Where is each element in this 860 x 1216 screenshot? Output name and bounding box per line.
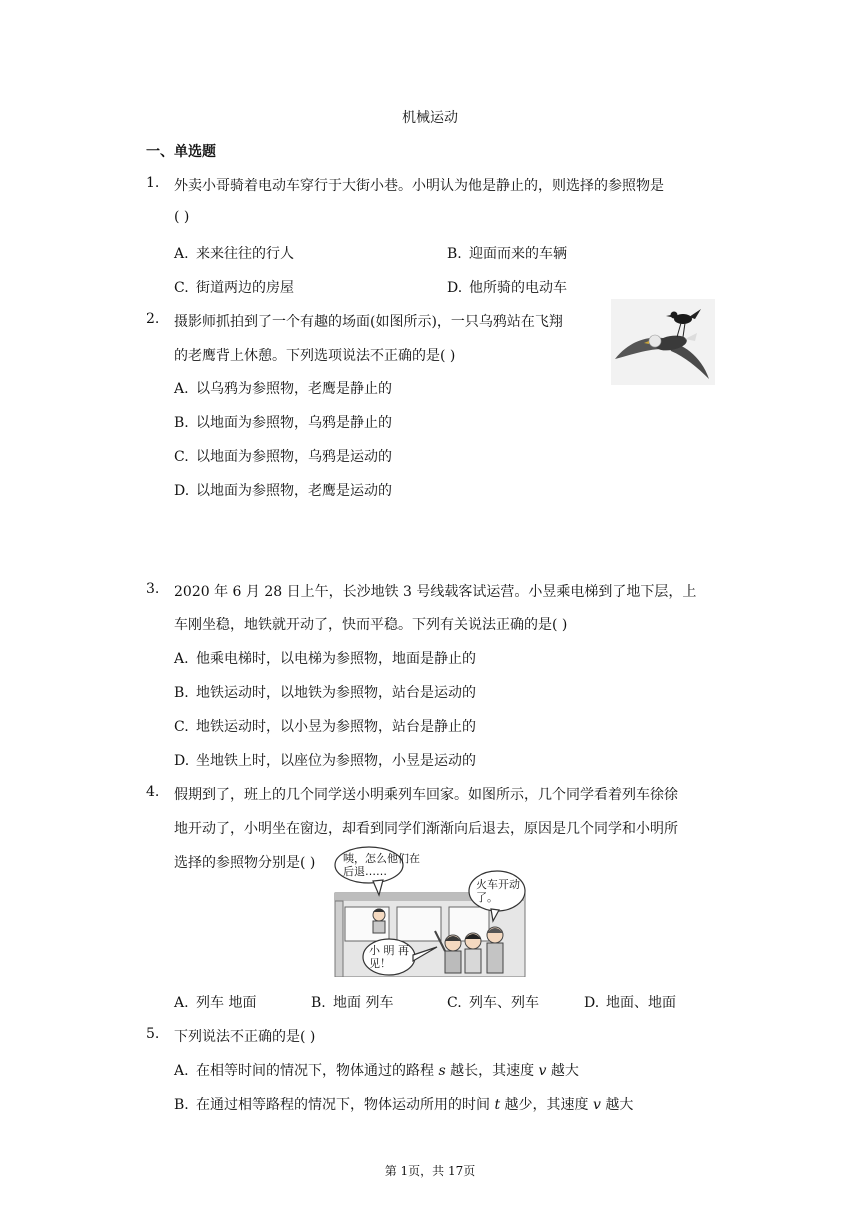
question-4-option-a — [174, 992, 256, 1012]
question-2-option-a — [174, 378, 392, 398]
question-4-stem-line-3: 选择的参照物分别是( ) — [174, 855, 316, 871]
bubble-line: 见！ — [369, 957, 391, 970]
option-letter: D. — [584, 995, 600, 1011]
option-letter: B. — [174, 1097, 189, 1113]
option-text: 他所骑的电动车 — [469, 280, 567, 296]
speech-bubble-goodbye — [369, 944, 409, 970]
option-letter: C. — [174, 719, 189, 735]
option-letter: A. — [174, 651, 189, 667]
option-letter: D. — [174, 483, 190, 499]
question-2-number: 2. — [146, 311, 160, 327]
speech-bubble-classmates — [476, 878, 520, 904]
page-title: 机械运动 — [402, 110, 458, 126]
question-2-option-d — [174, 480, 392, 500]
question-3-number: 3. — [146, 581, 160, 597]
question-1-option-c — [174, 277, 294, 297]
option-letter: A. — [174, 246, 189, 262]
section-heading: 一、单选题 — [146, 144, 216, 160]
question-3-option-c — [174, 716, 476, 736]
question-1-stem-line-2: ( ) — [174, 209, 190, 225]
bubble-line: 小 明 再 — [369, 944, 409, 957]
variable-s: s — [438, 1063, 446, 1079]
option-letter: D. — [447, 280, 463, 296]
option-text: 地面、地面 — [606, 995, 676, 1011]
option-letter: B. — [174, 415, 189, 431]
variable-v: v — [538, 1063, 547, 1079]
option-text: 他乘电梯时，以电梯为参照物，地面是静止的 — [196, 651, 476, 667]
eagle-crow-illustration — [611, 299, 715, 385]
question-4-option-d — [584, 992, 676, 1012]
option-text: 在通过相等路程的情况下，物体运动所用的时间 — [196, 1097, 495, 1113]
option-text: 来来往往的行人 — [196, 246, 294, 262]
option-text: 迎面而来的车辆 — [469, 246, 567, 262]
option-text: 地面 列车 — [333, 995, 394, 1011]
question-1-option-d — [447, 277, 567, 297]
question-3-option-a — [174, 648, 476, 668]
variable-t: t — [494, 1097, 501, 1113]
option-letter: A. — [174, 1063, 189, 1079]
option-text: 以地面为参照物，乌鸦是运动的 — [196, 449, 392, 465]
option-letter: C. — [174, 280, 189, 296]
question-4-option-b — [311, 992, 393, 1012]
question-3-stem-line-1: 2020 年 6 月 28 日上午，长沙地铁 3 号线载客试运营。小昱乘电梯到了地下层，上 — [174, 584, 697, 600]
option-letter: D. — [174, 753, 190, 769]
question-2-option-c — [174, 446, 392, 466]
option-text: 越大 — [546, 1063, 579, 1079]
question-4-stem-line-1: 假期到了，班上的几个同学送小明乘列车回家。如图所示，几个同学看着列车徐徐 — [174, 787, 678, 803]
bubble-line: 了。 — [476, 891, 498, 904]
option-text: 地铁运动时，以小昱为参照物，站台是静止的 — [196, 719, 476, 735]
option-text: 坐地铁上时，以座位为参照物，小昱是运动的 — [196, 753, 476, 769]
option-text: 街道两边的房屋 — [196, 280, 294, 296]
bubble-line: 咦，怎么他们在 — [343, 852, 420, 865]
option-letter: B. — [174, 685, 189, 701]
question-4-option-c — [447, 992, 539, 1012]
option-text: 列车、列车 — [469, 995, 539, 1011]
question-1-option-b — [447, 243, 567, 263]
question-4-number: 4. — [146, 784, 160, 800]
train-farewell-cartoon — [333, 845, 527, 977]
option-text: 在相等时间的情况下，物体通过的路程 — [196, 1063, 439, 1079]
eagle-crow-photo — [611, 299, 715, 385]
question-5-stem-line-1: 下列说法不正确的是( ) — [174, 1029, 316, 1045]
option-letter: C. — [447, 995, 462, 1011]
question-4-stem-line-2: 地开动了，小明坐在窗边，却看到同学们渐渐向后退去，原因是几个同学和小明所 — [174, 821, 678, 837]
speech-bubble-xiaoming — [343, 852, 420, 878]
option-text: 以乌鸦为参照物，老鹰是静止的 — [196, 381, 392, 397]
question-3-option-d — [174, 750, 476, 770]
question-5-number: 5. — [146, 1026, 160, 1042]
question-2-stem-line-2: 的老鹰背上休憩。下列选项说法不正确的是( ) — [174, 348, 456, 364]
question-5-option-a — [174, 1060, 579, 1080]
question-3-stem-line-2: 车刚坐稳，地铁就开动了，快而平稳。下列有关说法正确的是( ) — [174, 617, 568, 633]
question-3-option-b — [174, 682, 476, 702]
question-5-option-b — [174, 1094, 633, 1114]
option-text: 以地面为参照物，老鹰是运动的 — [196, 483, 392, 499]
option-text: 越长，其速度 — [445, 1063, 539, 1079]
option-text: 越大 — [600, 1097, 634, 1113]
question-1-option-a — [174, 243, 294, 263]
option-letter: A. — [174, 995, 189, 1011]
option-text: 以地面为参照物，乌鸦是静止的 — [196, 415, 392, 431]
option-letter: A. — [174, 381, 189, 397]
question-2-stem-line-1: 摄影师抓拍到了一个有趣的场面(如图所示)，一只乌鸦站在飞翔 — [174, 314, 563, 330]
question-2-option-b — [174, 412, 392, 432]
option-text: 越少，其速度 — [500, 1097, 593, 1113]
bubble-line: 火车开动 — [476, 878, 520, 891]
variable-v: v — [593, 1097, 601, 1113]
page-footer: 第 1页，共 17页 — [384, 1164, 476, 1178]
option-letter: B. — [311, 995, 326, 1011]
option-letter: B. — [447, 246, 462, 262]
bubble-line: 后退…… — [343, 865, 387, 878]
option-letter: C. — [174, 449, 189, 465]
option-text: 地铁运动时，以地铁为参照物，站台是运动的 — [196, 685, 476, 701]
option-text: 列车 地面 — [196, 995, 257, 1011]
question-1-number: 1. — [146, 175, 160, 191]
question-1-stem-line-1: 外卖小哥骑着电动车穿行于大街小巷。小明认为他是静止的，则选择的参照物是 — [174, 178, 664, 194]
